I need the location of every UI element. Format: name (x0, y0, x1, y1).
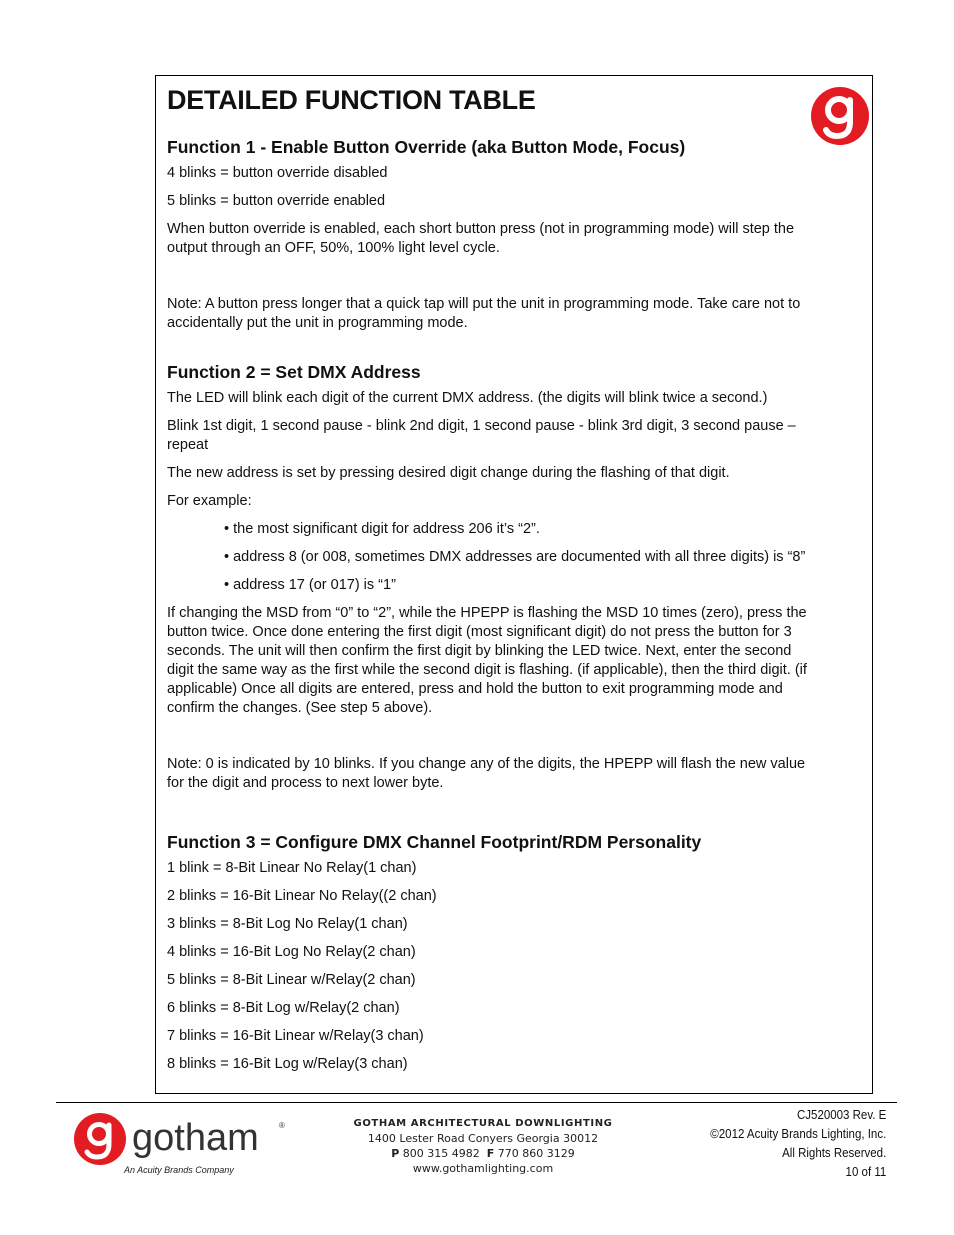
footer-address: 1400 Lester Road Conyers Georgia 30012 (367, 1132, 599, 1145)
rights-reserved: All Rights Reserved. (781, 1146, 886, 1160)
example-bullet: • address 8 (or 008, sometimes DMX addresses are documented with all three digits) is “8” (224, 549, 806, 565)
doc-number: CJ520003 Rev. E (796, 1108, 886, 1122)
function2-note-line: for the digit and process to next lower byte. (167, 775, 444, 791)
content-frame (155, 75, 873, 1094)
phone-number: 800 315 4982 (402, 1147, 480, 1160)
function2-paragraph-line: Blink 1st digit, 1 second pause - blink 2nd digit, 1 second pause - blink 3rd digit, 3 second pause – (167, 418, 796, 434)
fax-number: 770 860 3129 (497, 1147, 575, 1160)
fax-label: F (486, 1147, 495, 1160)
function1-note-line: accidentally put the unit in programming mode. (167, 315, 468, 331)
phone-label: P (391, 1147, 400, 1160)
copyright: ©2012 Acuity Brands Lighting, Inc. (710, 1127, 886, 1141)
function3-line: 5 blinks = 8-Bit Linear w/Relay(2 chan) (167, 972, 416, 988)
footer-contact-block (330, 1116, 636, 1176)
function2-paragraph-line: confirm the changes. (See step 5 above). (167, 700, 433, 716)
footer-website[interactable]: www.gothamlighting.com (412, 1162, 554, 1175)
function1-line: 5 blinks = button override enabled (167, 193, 386, 209)
page-number: 10 of 11 (845, 1165, 886, 1179)
function1-note-line: Note: A button press longer that a quick tap will put the unit in programming mode. Take care not to (167, 296, 801, 312)
example-bullet: • address 17 (or 017) is “1” (224, 577, 396, 593)
function3-line: 1 blink = 8-Bit Linear No Relay(1 chan) (167, 860, 417, 876)
function3-line: 7 blinks = 16-Bit Linear w/Relay(3 chan) (167, 1028, 424, 1044)
function3-heading: Function 3 = Configure DMX Channel Footprint/RDM Personality (167, 832, 702, 852)
function3-line: 8 blinks = 16-Bit Log w/Relay(3 chan) (167, 1056, 408, 1072)
footer-logo-tagline: An Acuity Brands Company (124, 1165, 234, 1175)
function2-paragraph-line: digit the same way as the first while the second digit is flashing. (if applicable), then the third digit. (if (167, 662, 807, 678)
footer-logo-word: gotham (132, 1117, 259, 1159)
function2-paragraph: For example: (167, 493, 252, 509)
gotham-wordmark-logo-icon (74, 1112, 304, 1178)
document-body (167, 84, 857, 1074)
function1-paragraph-line: output through an OFF, 50%, 100% light level cycle. (167, 240, 500, 256)
footer-phone-fax (330, 1146, 636, 1161)
footer-divider (56, 1102, 897, 1103)
function2-paragraph-line: If changing the MSD from “0” to “2”, while the HPEPP is flashing the MSD 10 times (zero), press the (167, 605, 807, 621)
function2-paragraph-line: seconds. The unit will then confirm the first digit by blinking the LED twice. Next, enter the second (167, 643, 792, 659)
function2-paragraph: The new address is set by pressing desired digit change during the flashing of that digit. (167, 465, 730, 481)
footer-company: GOTHAM ARCHITECTURAL DOWNLIGHTING (353, 1118, 613, 1129)
function1-line: 4 blinks = button override disabled (167, 165, 388, 181)
function3-line: 2 blinks = 16-Bit Linear No Relay((2 chan) (167, 888, 437, 904)
example-bullet: • the most significant digit for address 206 it’s “2”. (224, 521, 540, 537)
function3-line: 6 blinks = 8-Bit Log w/Relay(2 chan) (167, 1000, 400, 1016)
function2-heading: Function 2 = Set DMX Address (167, 362, 421, 382)
function2-paragraph: The LED will blink each digit of the current DMX address. (the digits will blink twice a second.) (167, 390, 768, 406)
footer-doc-info (710, 1106, 886, 1182)
function3-line: 4 blinks = 16-Bit Log No Relay(2 chan) (167, 944, 416, 960)
page-title: DETAILED FUNCTION TABLE (167, 85, 536, 115)
function1-paragraph-line: When button override is enabled, each short button press (not in programming mode) will step the (167, 221, 795, 237)
function2-paragraph-line: repeat (167, 437, 209, 453)
function2-note-line: Note: 0 is indicated by 10 blinks. If you change any of the digits, the HPEPP will flash the new value (167, 756, 806, 772)
function1-heading: Function 1 - Enable Button Override (aka Button Mode, Focus) (167, 137, 686, 157)
function2-paragraph-line: applicable) Once all digits are entered, press and hold the button to exit programming mode and (167, 681, 783, 697)
function2-paragraph-line: button twice. Once done entering the first digit (most significant digit) do not press the button for 3 (167, 624, 792, 640)
svg-text:®: ® (279, 1121, 285, 1130)
function3-line: 3 blinks = 8-Bit Log No Relay(1 chan) (167, 916, 408, 932)
